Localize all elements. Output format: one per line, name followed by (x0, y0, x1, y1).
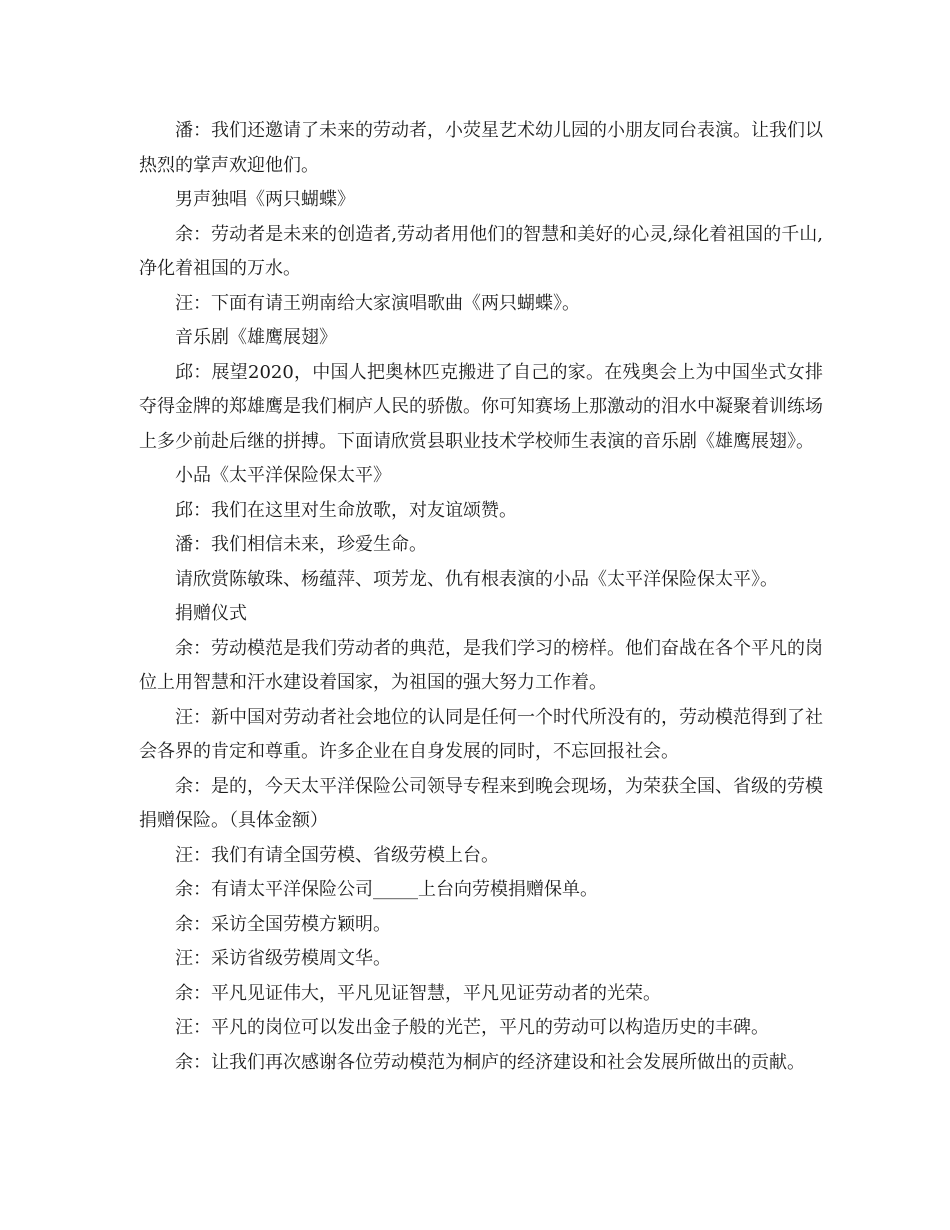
paragraph: 邱：展望2020，中国人把奥林匹克搬进了自己的家。在残奥会上为中国坐式女排夺得金牌的郑雄鹰是我们桐庐人民的骄傲。你可知赛场上那激动的泪水中凝聚着训练场上多少前赴后继的拼搏。下面请欣赏县职业技术学校师生表演的音乐剧《雄鹰展翅》。 (139, 361, 823, 452)
paragraph: 潘：我们相信未来，珍爱生命。 (175, 534, 427, 555)
paragraph: 汪：采访省级劳模周文华。 (175, 948, 391, 969)
paragraph: 汪：新中国对劳动者社会地位的认同是任何一个时代所没有的，劳动模范得到了社会各界的肯定和尊重。许多企业在自身发展的同时，不忘回报社会。 (139, 706, 823, 762)
program-item-heading: 小品《太平洋保险保太平》 (175, 465, 391, 486)
paragraph: 余：劳动模范是我们劳动者的典范，是我们学习的榜样。他们奋战在各个平凡的岗位上用智慧和汗水建设着国家，为祖国的强大努力工作着。 (139, 637, 823, 693)
program-item-heading: 捐赠仪式 (175, 603, 247, 624)
paragraph: 余：有请太平洋保险公司_____上台向劳模捐赠保单。 (175, 879, 598, 900)
paragraph: 余：让我们再次感谢各位劳动模范为桐庐的经济建设和社会发展所做出的贡献。 (175, 1051, 805, 1073)
paragraph: 汪：下面有请王朔南给大家演唱歌曲《两只蝴蝶》。 (175, 292, 580, 314)
program-item-heading: 男声独唱《两只蝴蝶》 (175, 189, 355, 210)
paragraph: 邱：我们在这里对生命放歌，对友谊颂赞。 (175, 499, 517, 521)
paragraph: 请欣赏陈敏珠、杨蕴萍、项芳龙、仇有根表演的小品《太平洋保险保太平》。 (175, 568, 778, 590)
paragraph: 余：平凡见证伟大，平凡见证智慧，平凡见证劳动者的光荣。 (175, 982, 661, 1004)
paragraph: 潘：我们还邀请了未来的劳动者，小荧星艺术幼儿园的小朋友同台表演。让我们以热烈的掌声欢迎他们。 (139, 120, 823, 176)
paragraph: 余：采访全国劳模方颖明。 (175, 913, 391, 935)
paragraph: 汪：平凡的岗位可以发出金子般的光芒，平凡的劳动可以构造历史的丰碑。 (175, 1017, 769, 1038)
program-item-heading: 音乐剧《雄鹰展翅》 (175, 327, 337, 348)
paragraph: 汪：我们有请全国劳模、省级劳模上台。 (175, 844, 499, 866)
paragraph: 余：劳动者是未来的创造者,劳动者用他们的智慧和美好的心灵,绿化着祖国的千山,净化着祖国的万水。 (139, 223, 823, 279)
paragraph: 余：是的，今天太平洋保险公司领导专程来到晚会现场，为荣获全国、省级的劳模捐赠保险。（具体金额） (139, 775, 823, 831)
document-body (139, 114, 823, 1080)
